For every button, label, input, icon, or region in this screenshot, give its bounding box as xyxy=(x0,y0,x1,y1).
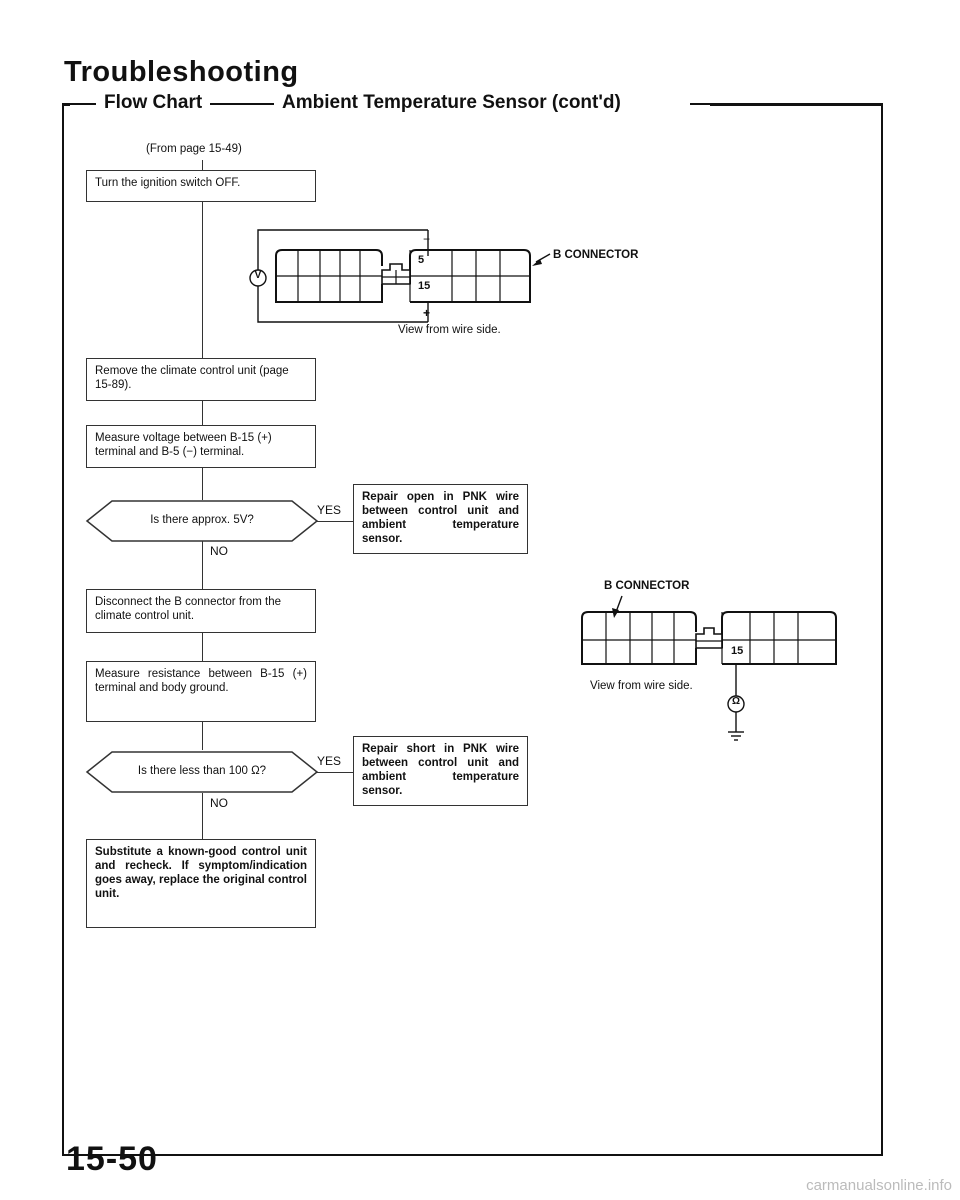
flow-connector xyxy=(202,468,203,500)
flow-connector xyxy=(202,793,203,839)
meter-symbol-ohm: Ω xyxy=(731,696,741,707)
pin-15-label: 15 xyxy=(418,280,431,292)
no-label: NO xyxy=(210,544,228,558)
connector-diagram-resistance xyxy=(574,592,844,748)
flow-connector xyxy=(202,722,203,750)
step-measure-voltage: Measure voltage between B-15 (+) terminal and B-5 (−) terminal. xyxy=(86,425,316,468)
connector-diagram-voltage xyxy=(240,226,660,330)
no-label: NO xyxy=(210,796,228,810)
step-disconnect-connector: Disconnect the B connector from the climate control unit. xyxy=(86,589,316,633)
yes-connector xyxy=(317,521,353,522)
connector-label: B CONNECTOR xyxy=(553,249,639,261)
connector-label: B CONNECTOR xyxy=(604,580,690,592)
decision-approx-5v: Is there approx. 5V? xyxy=(150,514,254,526)
yes-label: YES xyxy=(317,754,342,768)
flow-connector xyxy=(202,160,203,170)
page-title: Troubleshooting xyxy=(64,56,299,88)
yes-label: YES xyxy=(317,503,342,517)
flow-connector xyxy=(202,541,203,589)
header-flow-chart: Flow Chart xyxy=(100,90,206,116)
header-rule-right xyxy=(690,103,883,105)
header-rule-mid xyxy=(210,103,274,105)
result-repair-short: Repair short in PNK wire between control unit and ambient temperature sensor. xyxy=(353,736,528,806)
step-measure-resistance: Measure resistance between B-15 (+) terminal and body ground. xyxy=(86,661,316,722)
polarity-minus: − xyxy=(423,232,431,246)
step-ignition-off: Turn the ignition switch OFF. xyxy=(86,170,316,202)
watermark: carmanualsonline.info xyxy=(806,1177,952,1194)
flow-connector xyxy=(202,633,203,661)
step-substitute-control-unit: Substitute a known-good control unit and recheck. If symptom/indication goes away, replace the original control unit. xyxy=(86,839,316,928)
header-subject: Ambient Temperature Sensor (cont'd) xyxy=(278,90,625,116)
result-repair-open: Repair open in PNK wire between control unit and ambient temperature sensor. xyxy=(353,484,528,554)
flow-connector xyxy=(202,401,203,425)
meter-symbol-v: V xyxy=(254,270,262,281)
page-number: 15-50 xyxy=(66,1140,158,1178)
decision-less-than-100-ohm: Is there less than 100 Ω? xyxy=(137,765,267,777)
view-note: View from wire side. xyxy=(398,324,501,336)
polarity-plus: + xyxy=(423,306,431,320)
header-rule-left xyxy=(62,103,96,105)
pin-15-label: 15 xyxy=(731,645,744,657)
pin-5-label: 5 xyxy=(418,254,425,266)
flow-connector xyxy=(202,202,203,358)
from-page-note: (From page 15-49) xyxy=(146,143,242,155)
step-remove-control-unit: Remove the climate control unit (page 15-89). xyxy=(86,358,316,401)
view-note: View from wire side. xyxy=(590,680,693,692)
yes-connector xyxy=(317,772,353,773)
